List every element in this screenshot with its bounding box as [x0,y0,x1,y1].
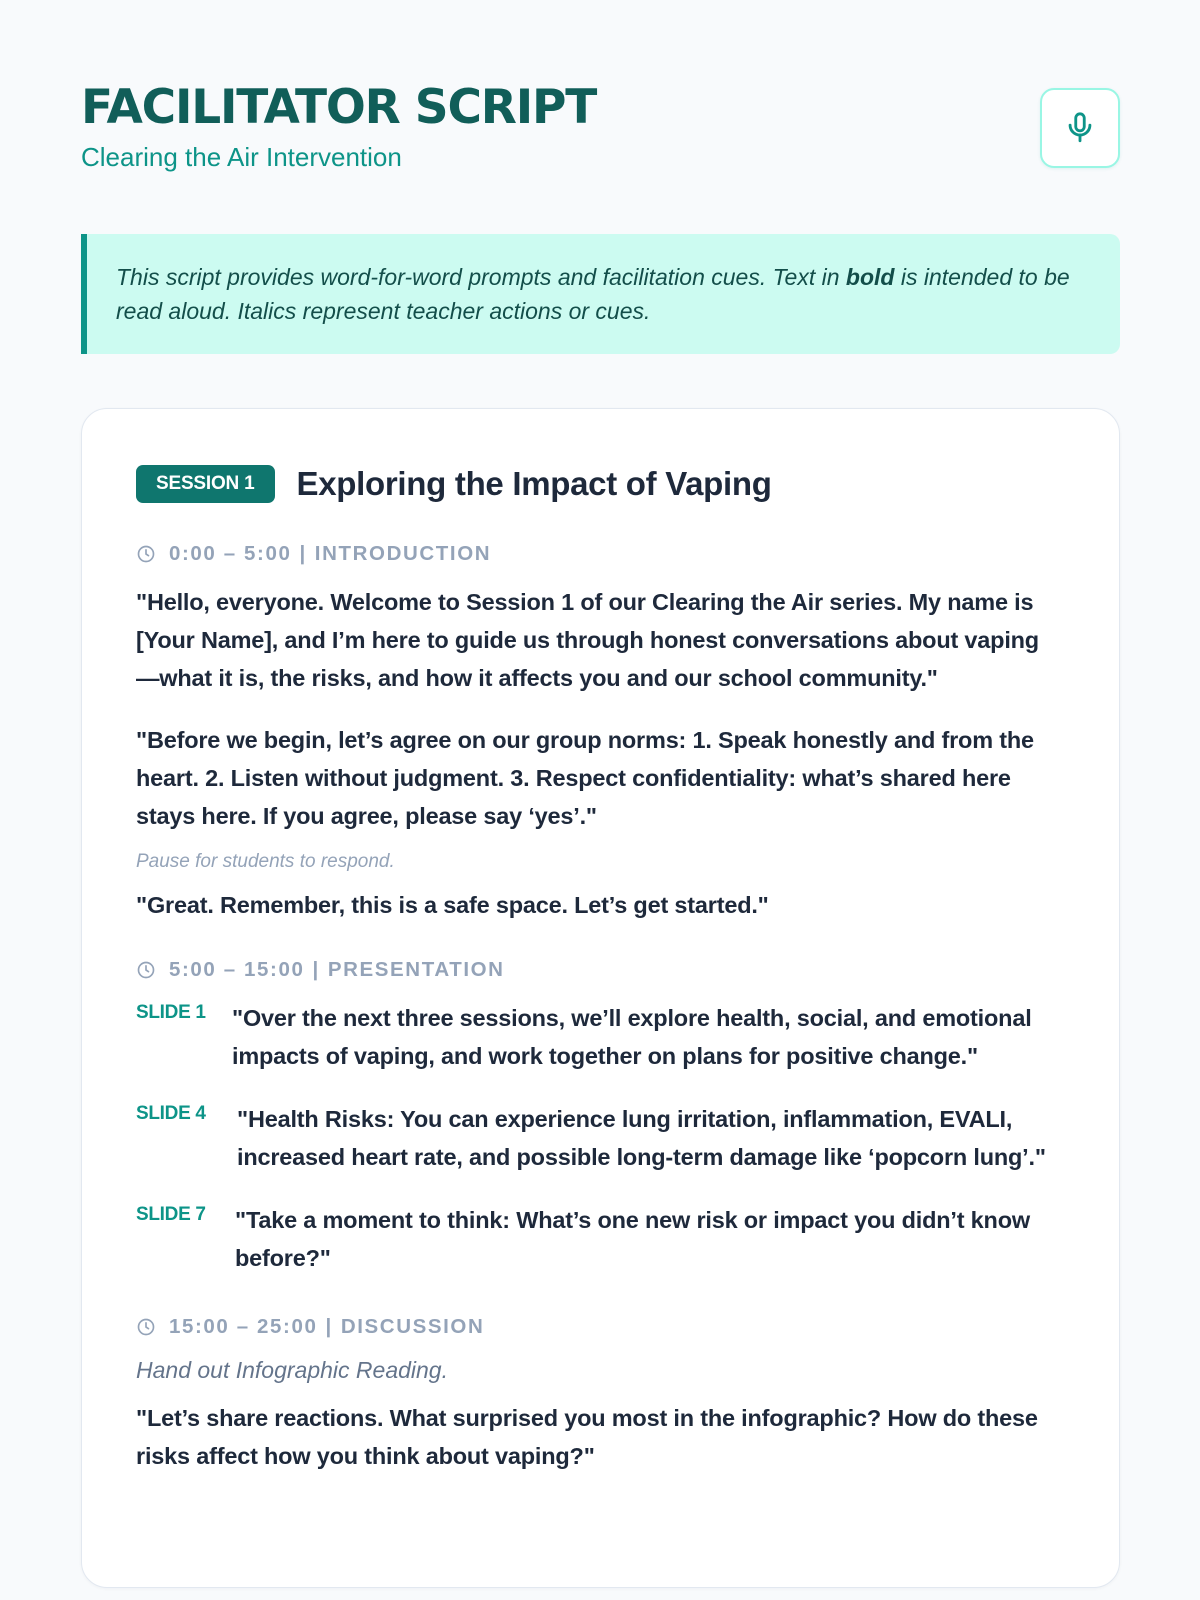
session-badge: SESSION 1 [136,465,275,503]
script-quote: "Hello, everyone. Welcome to Session 1 of our Clearing the Air series. My name is [Your Name], and I’m here to guide us through honest conversations about vaping —what it is, the risks, and how it affects you and our school community." [136,589,1039,691]
slide-label: SLIDE 7 [136,1204,206,1225]
time-separator: | [325,1315,333,1338]
time-range: 0:00 – 5:00 [169,542,292,565]
session-header [136,464,1067,504]
section-label: DISCUSSION [340,1315,485,1338]
clock-icon [136,544,156,564]
slide-quote: "Over the next three sessions, we’ll explore health, social, and emotional impacts of vaping, and work together on plans for positive change." [232,1005,1032,1069]
time-separator: | [312,958,320,981]
page-subtitle: Clearing the Air Intervention [81,141,402,172]
slide-row [136,1100,1067,1176]
slide-row [136,1201,1067,1277]
teacher-cue: Pause for students to respond. [136,851,395,872]
instructions-text-1: This script provides word-for-word prompts and facilitation cues. Text in [116,264,846,290]
slide-row [136,999,1067,1075]
session-card [81,408,1120,1588]
page-header [81,80,1120,190]
time-separator: | [299,542,307,565]
slide-label: SLIDE 1 [136,1002,206,1023]
script-quote: "Great. Remember, this is a safe space. Let’s get started." [136,892,769,918]
page-title: FACILITATOR SCRIPT [81,80,597,135]
slide-quote: "Take a moment to think: What’s one new risk or impact you didn’t know before?" [235,1207,1030,1271]
time-range: 5:00 – 15:00 [169,958,305,981]
microphone-icon [1063,109,1097,147]
instructions-text-2: is intended to be read aloud. Italics represent teacher actions or cues. [116,264,1070,324]
time-row-discussion [136,1313,1067,1341]
session-title: Exploring the Impact of Vaping [296,465,772,502]
slide-quote: "Health Risks: You can experience lung irritation, inflammation, EVALI, increased heart rate, and possible long-term damage like ‘popcorn lung’." [237,1106,1046,1170]
clock-icon [136,960,156,980]
slide-label: SLIDE 4 [136,1103,206,1124]
microphone-button[interactable] [1040,88,1120,168]
time-row-presentation [136,956,1067,984]
script-quote: "Let’s share reactions. What surprised you most in the infographic? How do these risks affect how you think about vaping?" [136,1405,1038,1469]
section-label: INTRODUCTION [314,542,492,565]
section-label: PRESENTATION [327,958,505,981]
time-row-introduction [136,540,1067,568]
teacher-cue: Hand out Infographic Reading. [136,1357,448,1383]
script-quote: "Before we begin, let’s agree on our group norms: 1. Speak honestly and from the heart. 2. Listen without judgment. 3. Respect confidentiality: what’s shared here stays here. If you agree, please say ‘yes’." [136,727,1034,829]
script-page [81,80,1120,1588]
clock-icon [136,1317,156,1337]
time-range: 15:00 – 25:00 [169,1315,318,1338]
instructions-callout [81,234,1120,354]
instructions-bold-word: bold [845,264,895,290]
